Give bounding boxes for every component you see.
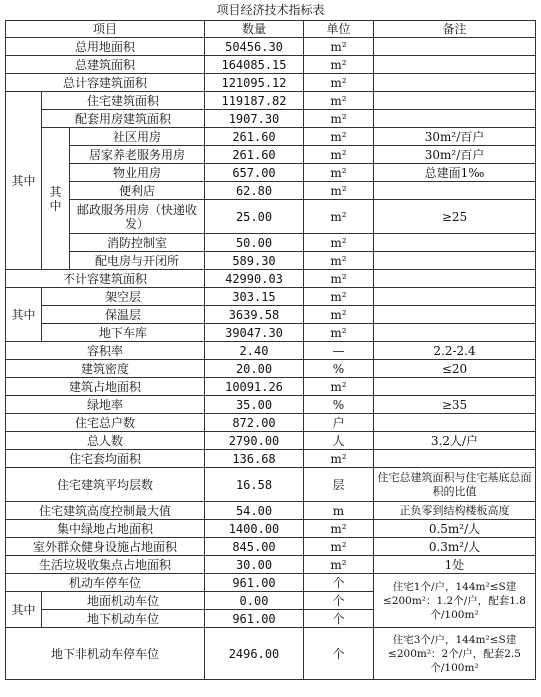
row-qty: 261.60 bbox=[205, 146, 304, 164]
row-note: 总建面1‰ bbox=[374, 164, 536, 182]
row-unit: m² bbox=[304, 252, 374, 270]
row-label: 机动车停车位 bbox=[6, 574, 205, 592]
row-note bbox=[374, 270, 536, 288]
table-title: 项目经济技术指标表 bbox=[216, 3, 325, 17]
table-row bbox=[6, 468, 536, 502]
row-unit: m² bbox=[304, 270, 374, 288]
row-qty: 657.00 bbox=[205, 164, 304, 182]
table-row bbox=[6, 520, 536, 538]
row-qty: 119187.82 bbox=[205, 92, 304, 110]
row-unit: m² bbox=[304, 128, 374, 146]
table-row bbox=[6, 288, 536, 306]
table-row bbox=[6, 182, 536, 200]
row-label: 生活垃圾收集点占地面积 bbox=[6, 556, 205, 574]
row-note bbox=[374, 288, 536, 306]
row-note: ≥25 bbox=[374, 200, 536, 234]
row-unit: m² bbox=[304, 234, 374, 252]
group-label: 其中 bbox=[6, 592, 42, 628]
row-qty: 62.80 bbox=[205, 182, 304, 200]
row-qty: 42990.03 bbox=[205, 270, 304, 288]
row-label: 便利店 bbox=[70, 182, 205, 200]
row-note: 2.2-2.4 bbox=[374, 342, 536, 360]
row-label: 总建筑面积 bbox=[6, 56, 205, 74]
header-row bbox=[6, 21, 536, 38]
row-qty: 164085.15 bbox=[205, 56, 304, 74]
row-label: 不计容建筑面积 bbox=[6, 270, 205, 288]
row-label: 地下机动车位 bbox=[42, 610, 205, 628]
row-unit: 人 bbox=[304, 432, 374, 450]
row-qty: 54.00 bbox=[205, 502, 304, 520]
table-row bbox=[6, 538, 536, 556]
row-unit: 层 bbox=[304, 468, 374, 502]
row-unit: m² bbox=[304, 56, 374, 74]
row-qty: 25.00 bbox=[205, 200, 304, 234]
row-qty: 845.00 bbox=[205, 538, 304, 556]
group-label: 其中 bbox=[6, 288, 42, 342]
row-unit: — bbox=[304, 342, 374, 360]
table-row bbox=[6, 628, 536, 680]
row-qty: 2.40 bbox=[205, 342, 304, 360]
row-note bbox=[374, 414, 536, 432]
row-unit: m bbox=[304, 502, 374, 520]
table-row bbox=[6, 164, 536, 182]
row-label: 总用地面积 bbox=[6, 38, 205, 56]
row-note: 正负零到结构楼板高度 bbox=[374, 502, 536, 520]
row-note bbox=[374, 234, 536, 252]
row-label: 集中绿地占地面积 bbox=[6, 520, 205, 538]
row-unit: m² bbox=[304, 520, 374, 538]
row-label: 总计容建筑面积 bbox=[6, 74, 205, 92]
row-label: 住宅套均面积 bbox=[6, 450, 205, 468]
table-row bbox=[6, 128, 536, 146]
row-label: 地面机动车位 bbox=[42, 592, 205, 610]
row-qty: 39047.30 bbox=[205, 324, 304, 342]
row-label: 居家养老服务用房 bbox=[70, 146, 205, 164]
row-note: 30m²/百户 bbox=[374, 128, 536, 146]
table-row bbox=[6, 324, 536, 342]
row-unit: 个 bbox=[304, 610, 374, 628]
row-label: 总人数 bbox=[6, 432, 205, 450]
table-row bbox=[6, 556, 536, 574]
table-row bbox=[6, 252, 536, 270]
row-label: 住宅建筑面积 bbox=[42, 92, 205, 110]
row-unit: m² bbox=[304, 74, 374, 92]
table-row bbox=[6, 110, 536, 128]
row-qty: 589.30 bbox=[205, 252, 304, 270]
row-label: 架空层 bbox=[42, 288, 205, 306]
row-note: 30m²/百户 bbox=[374, 146, 536, 164]
row-unit: m² bbox=[304, 110, 374, 128]
row-qty: 20.00 bbox=[205, 360, 304, 378]
row-note bbox=[374, 92, 536, 110]
row-note: 住宅总建筑面积与住宅基底总面积的比值 bbox=[374, 468, 536, 502]
row-unit: m² bbox=[304, 92, 374, 110]
row-label: 住宅建筑平均层数 bbox=[6, 468, 205, 502]
row-qty: 0.00 bbox=[205, 592, 304, 610]
row-note bbox=[374, 324, 536, 342]
row-unit: % bbox=[304, 396, 374, 414]
row-note bbox=[374, 110, 536, 128]
row-qty: 961.00 bbox=[205, 610, 304, 628]
row-unit: 户 bbox=[304, 414, 374, 432]
row-unit: % bbox=[304, 360, 374, 378]
table-row bbox=[6, 502, 536, 520]
row-note bbox=[374, 182, 536, 200]
table-row bbox=[6, 74, 536, 92]
subgroup-label: 其中 bbox=[42, 128, 70, 270]
row-unit: m² bbox=[304, 38, 374, 56]
row-note: 3.2人/户 bbox=[374, 432, 536, 450]
row-label: 地下非机动车停车位 bbox=[6, 628, 205, 680]
row-note: ≤20 bbox=[374, 360, 536, 378]
table-row bbox=[6, 360, 536, 378]
table-row bbox=[6, 92, 536, 110]
header-note: 备注 bbox=[374, 21, 536, 38]
row-label: 配套用房建筑面积 bbox=[42, 110, 205, 128]
row-note bbox=[374, 306, 536, 324]
row-note: 0.5m²/人 bbox=[374, 520, 536, 538]
row-label: 配电房与开闭所 bbox=[70, 252, 205, 270]
table-row bbox=[6, 342, 536, 360]
row-unit: m² bbox=[304, 556, 374, 574]
row-qty: 872.00 bbox=[205, 414, 304, 432]
row-unit: m² bbox=[304, 450, 374, 468]
table-row bbox=[6, 270, 536, 288]
row-label: 绿地率 bbox=[6, 396, 205, 414]
row-label: 室外群众健身设施占地面积 bbox=[6, 538, 205, 556]
table-row bbox=[6, 574, 536, 592]
row-qty: 136.68 bbox=[205, 450, 304, 468]
row-note bbox=[374, 450, 536, 468]
row-qty: 2790.00 bbox=[205, 432, 304, 450]
header-unit: 单位 bbox=[304, 21, 374, 38]
row-unit: m² bbox=[304, 164, 374, 182]
row-unit: m² bbox=[304, 200, 374, 234]
table-row bbox=[6, 414, 536, 432]
row-label: 建筑密度 bbox=[6, 360, 205, 378]
row-qty: 3639.58 bbox=[205, 306, 304, 324]
row-label: 保温层 bbox=[42, 306, 205, 324]
row-label: 消防控制室 bbox=[70, 234, 205, 252]
table-row bbox=[6, 38, 536, 56]
row-qty: 1907.30 bbox=[205, 110, 304, 128]
row-qty: 261.60 bbox=[205, 128, 304, 146]
row-qty: 2496.00 bbox=[205, 628, 304, 680]
row-unit: 个 bbox=[304, 574, 374, 592]
table-row bbox=[6, 432, 536, 450]
row-qty: 961.00 bbox=[205, 574, 304, 592]
row-qty: 1400.00 bbox=[205, 520, 304, 538]
row-unit: m² bbox=[304, 538, 374, 556]
row-note: 1处 bbox=[374, 556, 536, 574]
row-label: 建筑占地面积 bbox=[6, 378, 205, 396]
row-unit: m² bbox=[304, 182, 374, 200]
row-qty: 30.00 bbox=[205, 556, 304, 574]
row-label: 地下车库 bbox=[42, 324, 205, 342]
row-note: 0.3m²/人 bbox=[374, 538, 536, 556]
row-note bbox=[374, 252, 536, 270]
row-label: 住宅总户数 bbox=[6, 414, 205, 432]
table-row bbox=[6, 234, 536, 252]
row-unit: m² bbox=[304, 146, 374, 164]
group-label: 其中 bbox=[6, 92, 42, 270]
row-label: 物业用房 bbox=[70, 164, 205, 182]
row-note bbox=[374, 74, 536, 92]
row-note: ≥35 bbox=[374, 396, 536, 414]
table-row bbox=[6, 200, 536, 234]
row-note bbox=[374, 38, 536, 56]
header-item: 项目 bbox=[6, 21, 205, 38]
row-qty: 50.00 bbox=[205, 234, 304, 252]
row-note bbox=[374, 378, 536, 396]
row-unit: m² bbox=[304, 306, 374, 324]
row-qty: 50456.30 bbox=[205, 38, 304, 56]
row-label: 邮政服务用房（快递收发） bbox=[70, 200, 205, 234]
row-unit: 个 bbox=[304, 628, 374, 680]
row-qty: 303.15 bbox=[205, 288, 304, 306]
row-qty: 16.58 bbox=[205, 468, 304, 502]
table-row bbox=[6, 396, 536, 414]
table-row bbox=[6, 146, 536, 164]
table-row bbox=[6, 56, 536, 74]
row-unit: 个 bbox=[304, 592, 374, 610]
indicator-table bbox=[5, 20, 536, 680]
row-unit: m² bbox=[304, 324, 374, 342]
row-qty: 35.00 bbox=[205, 396, 304, 414]
row-label: 容积率 bbox=[6, 342, 205, 360]
table-row bbox=[6, 306, 536, 324]
row-note: 住宅3个/户，144m²≤S建≤200m²：2个/户，配套2.5个/100m² bbox=[374, 628, 536, 680]
row-unit: m² bbox=[304, 288, 374, 306]
row-label: 社区用房 bbox=[70, 128, 205, 146]
row-unit: m² bbox=[304, 378, 374, 396]
row-qty: 10091.26 bbox=[205, 378, 304, 396]
row-label: 住宅建筑高度控制最大值 bbox=[6, 502, 205, 520]
row-note bbox=[374, 56, 536, 74]
header-qty: 数量 bbox=[205, 21, 304, 38]
row-note: 住宅1个/户，144m²≤S建≤200m²：1.2个/户，配套1.8个/100m² bbox=[374, 574, 536, 628]
row-qty: 121095.12 bbox=[205, 74, 304, 92]
table-row bbox=[6, 450, 536, 468]
table-row bbox=[6, 378, 536, 396]
